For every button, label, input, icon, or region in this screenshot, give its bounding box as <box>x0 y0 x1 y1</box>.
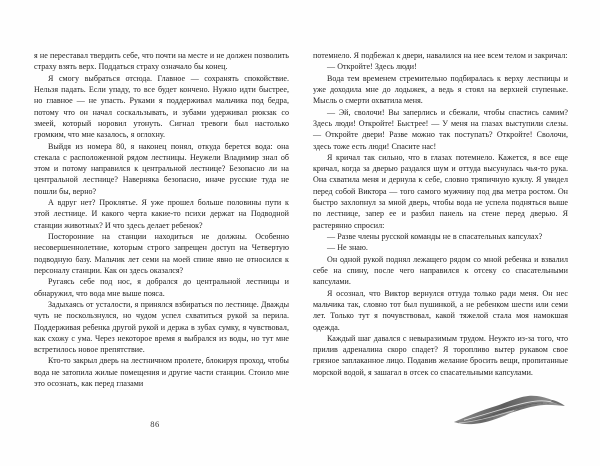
paragraph: Задыхаясь от усталости, я принялся взбираться по лестнице. Дважды чуть не поскользнулся, но чудом успел схватиться рукой за перила. Поддерживая ребенка другой рукой и держа в зубах сумку, я чувствовал, как схожу с ума. Через некоторое время я выбрался из воды, но тут мне встретилось новое препятствие. <box>34 299 289 355</box>
paragraph: Вода тем временем стремительно подбиралась к верху лестницы и уже доходила мне до лодыжек, а ведь я стоял на верхней ступеньке. Мысль о смерти охватила меня. <box>313 73 568 106</box>
wave-flourish-ornament <box>452 394 566 428</box>
paragraph-dialogue: — Не знаю. <box>327 243 368 253</box>
paragraph: Каждый шаг давался с невыразимым трудом. Неужто из-за того, что прилив адреналина скоро спадет? Я торопливо вытер рукавом свое грязное заплаканное лицо. Подавив желание бросить вещи, пропитанные морской водой, я зашагал в отсек со спасательными капсулами. <box>313 333 568 377</box>
paragraph: Ругаясь себе под нос, я добрался до центральной лестницы и обнаружил, что вода мне выше пояса. <box>34 277 289 298</box>
paragraph-dialogue: — Откройте! Здесь люди! <box>327 62 417 72</box>
paragraph: Он одной рукой поднял лежащего рядом со мной ребенка и взвалил себе на спину, после чего направился к отсеку со спасательными капсулами. <box>313 254 568 287</box>
paragraph: Посторонние на станции находиться не должны. Особенно несовершеннолетние, которым строго запрещен доступ на Четвертую подводную базу. Мальчик лет семи на моей спине явно не относился к персоналу станции. Как он здесь оказался? <box>34 232 289 275</box>
paragraph: я не переставал твердить себе, что почти на месте и не должен позволить страху взять верх. Поддаться страху означало бы конец. <box>34 51 289 72</box>
paragraph: А вдруг нет? Проклятье. Я уже прошел больше половины пути к этой лестнице. И какого черта какие-то психи держат на Подводной станции животных? И что здесь делает ребенок? <box>34 198 289 230</box>
paragraph: Выйдя из номера 80, я наконец понял, откуда берется вода: она стекала с расположенной рядом лестницы. Неужели Владимир знал об этом и потому направился к центральной лестнице? Безопасно ли на центральной лестнице? Наверняка безопасно, иначе русские туда не пошли бы, верно? <box>34 141 289 196</box>
column-right <box>313 50 568 378</box>
page-number: 86 <box>150 419 160 429</box>
paragraph-dialogue: — Разве члены русской команды не в спасательных капсулах? <box>327 232 543 241</box>
column-left <box>34 50 289 389</box>
paragraph: Я смогу выбраться отсюда. Главное — сохранять спокойствие. Нельзя падать. Если упаду, то все будет кончено. Нужно идти быстрее, но главное — не упасть. Руками я поддерживал мальчика под бедра, потому что он начал соскальзывать, и зубами удерживал рюкзак со змеей, который норовил утонуть. Сигнал тревоги был настолько громким, что мне казалось, я оглохну. <box>34 73 289 140</box>
paragraph: Я кричал так сильно, что в глазах потемнело. Кажется, я все еще кричал, когда за дверью раздался шум и оттуда высунулась чья-то рука. Она схватила меня и дернула к себе, словно тряпичную куклу. Я увидел перед собой Виктора — того самого мужчину под два метра ростом. Он быстро захлопнул за мной дверь, чтобы вода не успела подняться выше по лестнице, запер ее и разбил панель на стене перед дверью. Я растерянно спросил: <box>313 152 568 230</box>
paragraph: Кто-то закрыл дверь на лестничном пролете, блокируя проход, чтобы вода не затопила жилые помещения и другие части станции. Стоило мне это осознать, как перед глазами <box>34 356 289 389</box>
paragraph: Я осознал, что Виктор вернулся оттуда только ради меня. Он нес мальчика так, словно тот был пушинкой, а не ребенком шести или семи лет. Только тут я почувствовал, какой тяжелой стала моя намокшая одежда. <box>313 288 568 332</box>
paragraph: потемнело. Я подбежал к двери, навалился на нее всем телом и закричал: <box>313 51 568 60</box>
paragraph-dialogue: — Эй, сволочи! Вы заперлись и сбежали, чтобы спастись самим? Здесь люди! Откройте! Быстрее! — У меня на глазах выступили слезы. — Откройте двери! Разве можно так поступать? Откройте! Сволочи, здесь тоже есть люди! Спасите нас! <box>313 107 568 151</box>
